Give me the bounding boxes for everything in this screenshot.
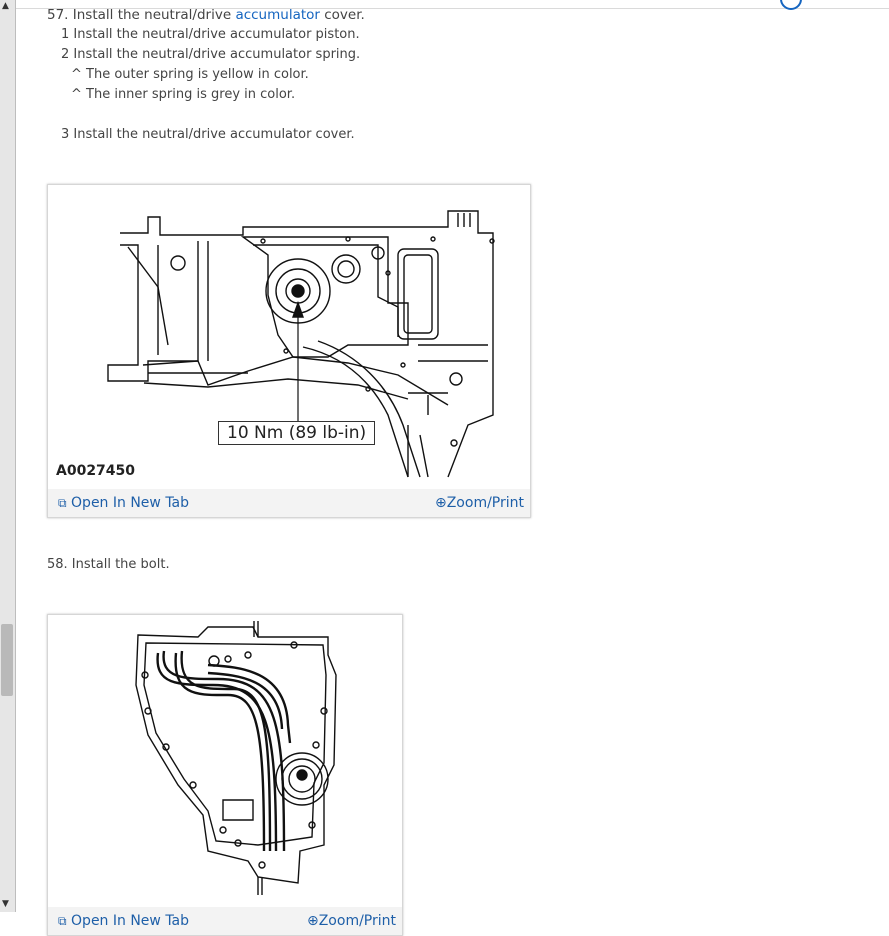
scroll-down-icon[interactable]: ▼	[2, 899, 9, 909]
zoom-print-link[interactable]	[307, 913, 396, 929]
figure-install-bolt	[47, 614, 403, 936]
substep-1: 1 Install the neutral/drive accumulator piston.	[61, 27, 360, 42]
open-in-new-tab-link[interactable]	[58, 913, 189, 929]
step-57-suffix: cover.	[319, 7, 365, 23]
zoom-icon: ⊕	[434, 495, 447, 511]
step-57-prefix: 57. Install the neutral/drive	[47, 7, 236, 23]
substep-2-note-1: ^ The outer spring is yellow in color.	[71, 67, 309, 82]
substep-2: 2 Install the neutral/drive accumulator spring.	[61, 47, 361, 62]
open-in-new-tab-label: Open In New Tab	[71, 913, 190, 929]
open-in-new-tab-link[interactable]	[58, 495, 189, 511]
zoom-icon: ⊕	[306, 913, 319, 929]
scrollbar-thumb[interactable]	[1, 624, 13, 696]
bolt-install-illustration	[48, 615, 402, 913]
figure-toolbar	[48, 907, 402, 935]
scroll-up-icon[interactable]: ▲	[2, 1, 9, 11]
zoom-print-link[interactable]	[435, 495, 524, 511]
step-58-title: 58. Install the bolt.	[47, 557, 170, 572]
figure-toolbar	[48, 489, 530, 517]
new-tab-icon: ⧉	[58, 914, 67, 928]
zoom-print-label: Zoom/Print	[318, 913, 396, 929]
step-57-title	[47, 6, 365, 24]
new-tab-icon: ⧉	[58, 496, 67, 510]
scrollbar[interactable]	[0, 0, 16, 912]
substep-2-note-2: ^ The inner spring is grey in color.	[71, 87, 296, 102]
accumulator-link[interactable]: accumulator	[235, 7, 320, 23]
figure-accumulator-cover	[47, 184, 531, 518]
figure-id: A0027450	[56, 463, 136, 479]
torque-callout: 10 Nm (89 lb-in)	[218, 421, 375, 445]
substep-3: 3 Install the neutral/drive accumulator cover.	[61, 127, 355, 142]
open-in-new-tab-label: Open In New Tab	[71, 495, 190, 511]
zoom-print-label: Zoom/Print	[446, 495, 524, 511]
